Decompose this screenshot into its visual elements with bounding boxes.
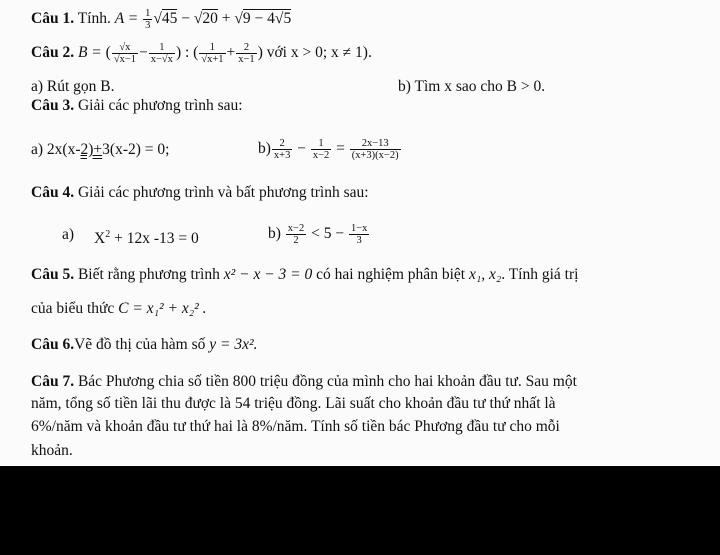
question-1: Câu 1. Tính. A = $\frac{1}{3}$ √45 − √20 + √9 − 4√5 xyxy=(31,8,292,31)
question-4-fraction-2: $\frac{1-x}{3}$ xyxy=(350,223,368,246)
question-3 xyxy=(31,96,243,116)
question-6-expression: y = 3x². xyxy=(209,336,258,353)
question-2-label: Câu 2. xyxy=(31,44,75,62)
question-3-text: Giải các phương trình sau: xyxy=(77,97,243,114)
question-1-fraction: $\frac{1}{3}$ xyxy=(145,8,151,31)
question-4-label: Câu 4. xyxy=(31,184,75,201)
question-1-plus: + xyxy=(221,10,231,28)
question-2-fraction-4: $\frac{2}{x-1}$ xyxy=(238,42,255,65)
question-2-b-eq: B = xyxy=(77,44,102,62)
question-1-minus: − xyxy=(181,10,191,28)
question-5-line-2: của biểu thức C = x₁² + x₂² . xyxy=(31,300,207,317)
question-3-fraction-3: $\frac{2x-13}{(x+3)(x-2)}$ xyxy=(351,138,399,161)
question-7-line-4: khoản. xyxy=(31,442,73,459)
question-2-part-a: a) Rút gọn B. xyxy=(31,78,115,95)
question-7-line-3: 6%/năm và khoản đầu tư thứ hai là 8%/năm. Tính số tiền bác Phương đầu tư cho mỗi xyxy=(31,418,560,435)
question-1-radical-3: 9 − 4√5 xyxy=(242,10,292,28)
question-4-text: Giải các phương trình và bất phương trình sau: xyxy=(77,184,369,201)
question-1-radical-2: 20 xyxy=(202,10,218,28)
question-2: Câu 2. B = ( $\frac{√x}{√x-1}$ − $\frac{1}{x-√x}$ ) : ( $\frac{1}{√x+1}$ + $\frac{2}{x-1}$ ) với x > 0; x ≠ 1). xyxy=(31,42,372,65)
question-7-label: Câu 7. xyxy=(31,373,75,390)
question-1-text: Tính. xyxy=(77,10,111,28)
question-4 xyxy=(31,183,369,203)
question-4-part-b: b) $\frac{x-2}{2}$ < 5 − $\frac{1-x}{3}$ xyxy=(268,223,368,246)
question-7: Câu 7. Bác Phương chia số tiền 800 triệu đồng của mình cho hai khoản đầu tư. Sau một xyxy=(31,373,577,390)
question-6-label: Câu 6. xyxy=(31,336,75,353)
question-3-label: Câu 3. xyxy=(31,97,75,114)
question-3-fraction-1: $\frac{2}{x+3}$ xyxy=(273,138,291,161)
question-5-expression: C = x₁² + x₂² . xyxy=(118,300,207,317)
question-1-label: Câu 1. xyxy=(31,10,75,28)
question-2-fraction-2: $\frac{1}{x-√x}$ xyxy=(150,42,173,65)
question-3-fraction-2: $\frac{1}{x-2}$ xyxy=(312,138,330,161)
question-2-condition: với x > 0; x ≠ 1). xyxy=(266,44,372,62)
black-bottom-area xyxy=(0,466,720,555)
question-7-line-2: năm, tổng số tiền lãi thu được là 54 triệu đồng. Lãi suất cho khoản đầu tư thứ nhất là xyxy=(31,395,556,412)
question-1-a-eq: A = xyxy=(114,10,139,28)
question-3-part-a: a) 2x(x-2)+3(x-2) = 0; xyxy=(31,141,170,158)
question-2-part-b: b) Tìm x sao cho B > 0. xyxy=(398,78,546,95)
question-5-equation: x² − x − 3 = 0 xyxy=(223,266,313,283)
question-2-fraction-3: $\frac{1}{√x+1}$ xyxy=(201,42,224,65)
question-2-fraction-1: $\frac{√x}{√x-1}$ xyxy=(113,42,136,65)
question-3-part-b: b) $\frac{2}{x+3}$ − $\frac{1}{x-2}$ = $\frac{2x-13}{(x+3)(x-2)}$ xyxy=(258,138,399,161)
question-4-part-a-label: a) xyxy=(62,226,75,243)
question-5: Câu 5. Biết rằng phương trình x² − x − 3 = 0 có hai nghiệm phân biệt x₁, x₂. Tính giá trị xyxy=(31,266,579,283)
question-1-radical-1: 45 xyxy=(161,10,178,28)
question-5-roots: x₁, x₂ xyxy=(468,266,502,283)
question-6: Câu 6.Vẽ đồ thị của hàm số y = 3x². xyxy=(31,336,258,353)
question-4-part-a: $X^2 + 12x$ -13 = 0 xyxy=(94,229,199,248)
question-4-fraction-1: $\frac{x-2}{2}$ xyxy=(287,223,305,246)
question-5-label: Câu 5. xyxy=(31,266,75,283)
